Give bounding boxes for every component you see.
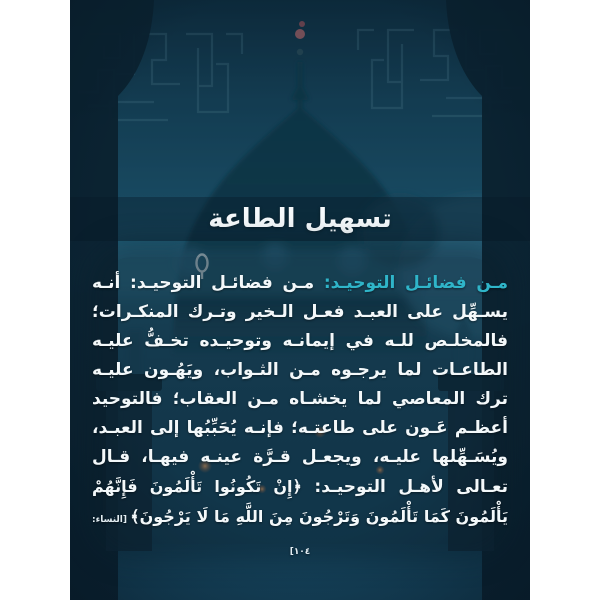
body-copy: مـن فضائـل التوحيـد: أنـه يسـهِّل على العبـد فعـل الـخير وتـرك المنكـرات؛ فالمخلـص للـه في إيمانـه وتوحيـده تخـفُّ عليـه الطاعـات لما يرجـوه مـن الثـواب، ويَهُـون عليـه ترك المعاصي لما يخشـاه مـن العقاب؛ فالتوحيد أعظـم عَـون على طاعتـه؛ فإنـه يُحَبِّبُها إلى العبـد، ويُسَـهِّلها عليـه، ويجعـل قـرَّة عينـه فيهـا، قـال تعـالى لأهـل التوحيـد: xyxy=(92,273,509,497)
title-band xyxy=(70,197,530,241)
poster-strip xyxy=(70,0,530,600)
verse-reference: [النساء: ١٠٤] xyxy=(92,515,311,557)
lead-label: مـن فضائـل التوحيـد: xyxy=(323,273,508,293)
page-title: تسهيل الطاعة xyxy=(208,204,392,234)
verse-text: ﴿إِنْ تَكُونُوا تَأْلَمُونَ فَإِنَّهُمْ يَأْلَمُونَ كَمَا تَأْلَمُونَ وَتَرْجُونَ مِنَ اللَّهِ مَا لَا يَرْجُونَ﴾ xyxy=(92,477,508,526)
body-paragraph xyxy=(92,269,508,567)
top-darkening-overlay xyxy=(70,0,530,197)
